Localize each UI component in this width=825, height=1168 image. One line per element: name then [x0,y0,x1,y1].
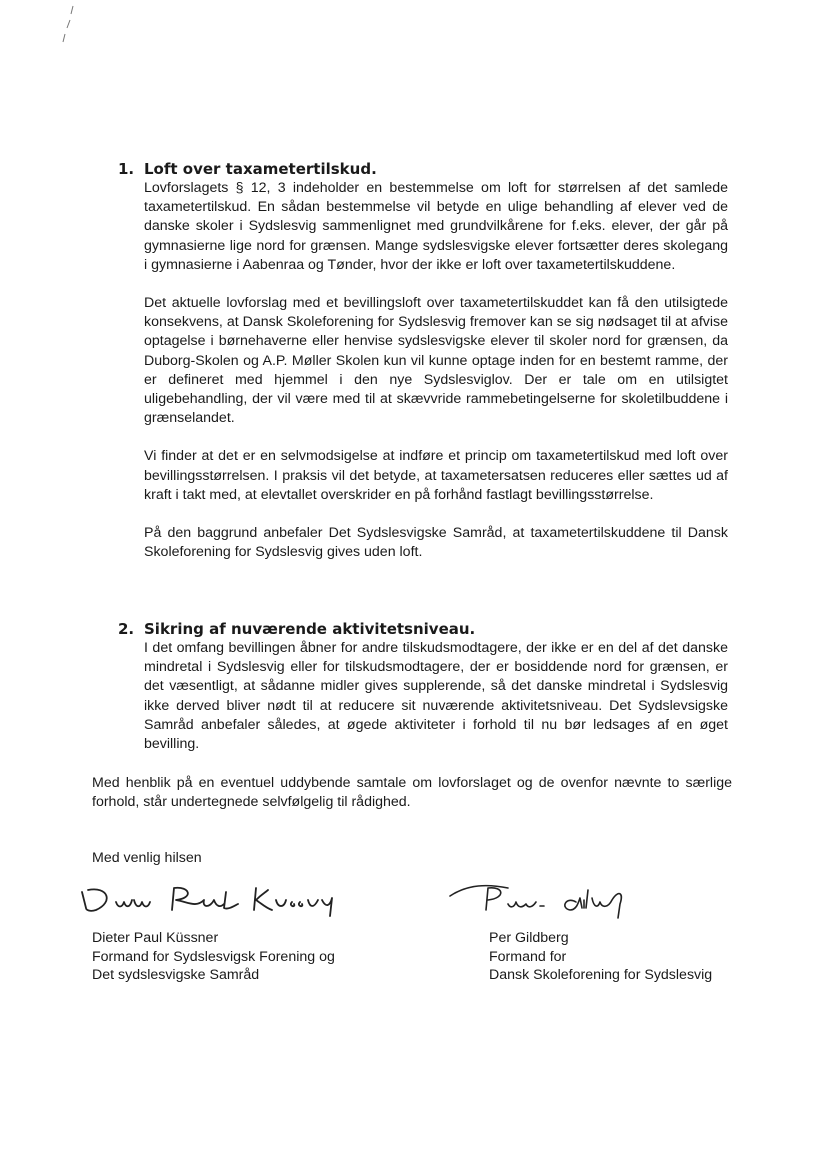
scan-artifact [55,4,85,48]
signatory-title: Formand for Sydslesvigsk Forening og [92,948,335,965]
signatory-title: Det sydslesvigske Samråd [92,967,260,983]
paragraph: I det omfang bevillingen åbner for andre tilskudsmodtagere, der ikke er en del af det danske mindretal i Sydslesvig eller for tilskudsmodtagere, der er bosiddende nord for grænsen, er det væsentligt, at sådanne midler gives supplerende, så det danske mindretal i Sydslesvig ikke derved bliver nødt til at reducere sit nuværende aktivitetsniveau. Det Sydslevsigske Samråd anbefaler således, at øgede aktiviteter i forhold til nu bør ledsages af en øget bevilling. [144,640,728,753]
section-title: Loft over taxametertilskud. [144,160,377,178]
section-number: 1. [118,160,135,178]
signatory-name: Dieter Paul Küssner [92,930,219,946]
signature-1 [78,878,358,926]
signatory-2 [489,929,712,985]
signatory-title: Dansk Skoleforening for Sydslesvig [489,967,713,983]
signature-2 [448,878,648,926]
paragraph: Vi finder at det er en selvmodsigelse at indføre et princip om taxametertilskud med loft over bevillingsstørrelsen. I praksis vil det betyde, at taxametersatsen reduceres eller sættes ud af kraft i takt med, at elevtallet overskrider en på forhånd fastlagt bevillingsstørrelse. [144,448,728,503]
section-heading [118,619,728,639]
section-number: 2. [118,620,135,638]
closing-paragraph: Med henblik på en eventuel uddybende samtale om lovforslaget og de ovenfor nævnte to særlige forhold, står undertegnede selvfølgelig til rådighed. [92,775,732,811]
paragraph: Lovforslagets § 12, 3 indeholder en bestemmelse om loft for størrelsen af det samlede taxametertilskud. En sådan bestemmelse vil betyde en ulige behandling af elever ved de danske skoler i Sydslesvig sammenlignet med grundvilkårene for f.eks. elever, der går på gymnasierne lige nord for grænsen. Mange sydslesvigske elever fortsætter deres skolegang i gymnasierne i Aabenraa og Tønder, hvor der ikke er loft over taxametertilskuddene. [144,180,728,273]
section-2 [118,619,728,754]
paragraph: På den baggrund anbefaler Det Sydslesvigske Samråd, at taxametertilskuddene til Dansk Skoleforening for Sydslesvig gives uden loft. [144,525,728,561]
signatory-1 [92,929,335,985]
greeting: Med venlig hilsen [92,850,202,866]
signatory-title: Formand for [489,948,567,965]
section-1 [118,159,728,562]
signatory-name: Per Gildberg [489,930,569,946]
section-heading [118,159,728,179]
section-title: Sikring af nuværende aktivitetsniveau. [144,620,476,638]
paragraph: Det aktuelle lovforslag med et bevillingsloft over taxametertilskuddet kan få den utilsigtede konsekvens, at Dansk Skoleforening for Sydslesvig fremover kan se sig nødsaget til at afvise optagelse i børnehaverne eller henvise sydslesvigske elever til skoler nord for grænsen, da Duborg-Skolen og A.P. Møller Skolen kun vil kunne optage inden for en bestemt ramme, der er defineret med hjemmel i den nye Sydslesviglov. Der er tale om en utilsigtet uligebehandling, der vil være med til at skævvride rammebetingelserne for skoletilbuddene i grænselandet. [144,295,728,427]
